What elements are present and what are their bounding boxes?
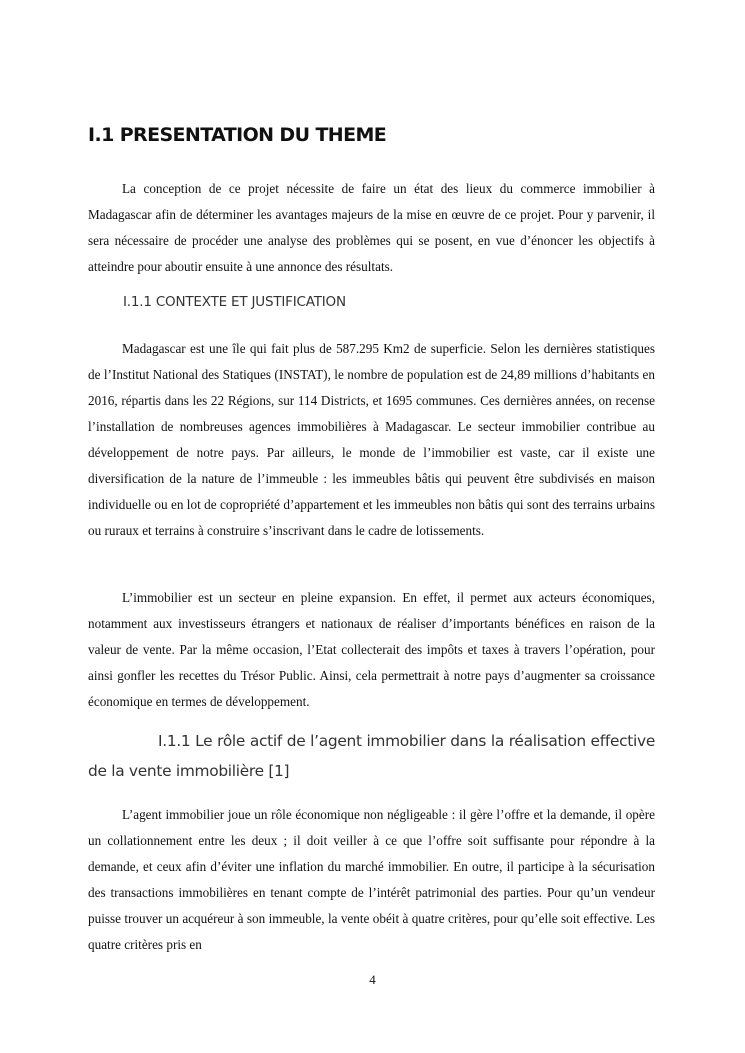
- agent-paragraph: L’agent immobilier joue un rôle économique non négligeable : il gère l’offre et la demande, il opère un collationnement entre les deux ; il doit veiller à ce que l’offre soit suffisante pour répondre à la demande, et ceux afin d’éviter une inflation du marché immobilier. En outre, il participe à la sécurisation des transactions immobilières en tenant compte de l’intérêt patrimonial des parties. Pour qu’un vendeur puisse trouver un acquéreur à son immeuble, la vente obéit à quatre critères, pour qu’elle soit effective. Les quatre critères pris en: [88, 807, 655, 952]
- page-number: 4: [369, 972, 376, 987]
- intro-paragraph: La conception de ce projet nécessite de faire un état des lieux du commerce immobilier à Madagascar afin de déterminer les avantages majeurs de la mise en œuvre de ce projet. Pour y parvenir, il sera nécessaire de procéder une analyse des problèmes qui se posent, en vue d’énoncer les objectifs à atteindre pour aboutir ensuite à une annonce des résultats.: [88, 181, 655, 274]
- context-paragraph: Madagascar est une île qui fait plus de 587.295 Km2 de superficie. Selon les dernières statistiques de l’Institut National des Statiques (INSTAT), le nombre de population est de 24,89 millions d’habitants en 2016, répartis dans les 22 Régions, sur 114 Districts, et 1695 communes. Ces dernières années, on recense l’installation de nombreuses agences immobilières à Madagascar. Le secteur immobilier contribue au développement de notre pays. Par ailleurs, le monde de l’immobilier est vaste, car il existe une diversification de la nature de l’immeuble : les immeubles bâtis qui peuvent être subdivisés en maison individuelle ou en lot de copropriété d’appartement et les immeubles non bâtis qui sont des terrains urbains ou ruraux et terrains à construire s’inscrivant dans le cadre de lotissements.: [88, 341, 655, 538]
- expansion-paragraph: L’immobilier est un secteur en pleine expansion. En effet, il permet aux acteurs économiques, notamment aux investisseurs étrangers et nationaux de réaliser d’importants bénéfices en raison de la valeur de vente. Par la même occasion, l’Etat collecterait des impôts et taxes à travers l’opération, pour ainsi gonfler les recettes du Trésor Public. Ainsi, cela permettrait à notre pays d’augmenter sa croissance économique en termes de développement.: [88, 590, 655, 709]
- agent-role-subheading: I.1.1 Le rôle actif de l’agent immobilier dans la réalisation effective de la vente immobilière [1]: [88, 732, 655, 780]
- section-title: I.1 PRESENTATION DU THEME: [88, 124, 387, 146]
- context-subheading: I.1.1 CONTEXTE ET JUSTIFICATION: [123, 294, 346, 310]
